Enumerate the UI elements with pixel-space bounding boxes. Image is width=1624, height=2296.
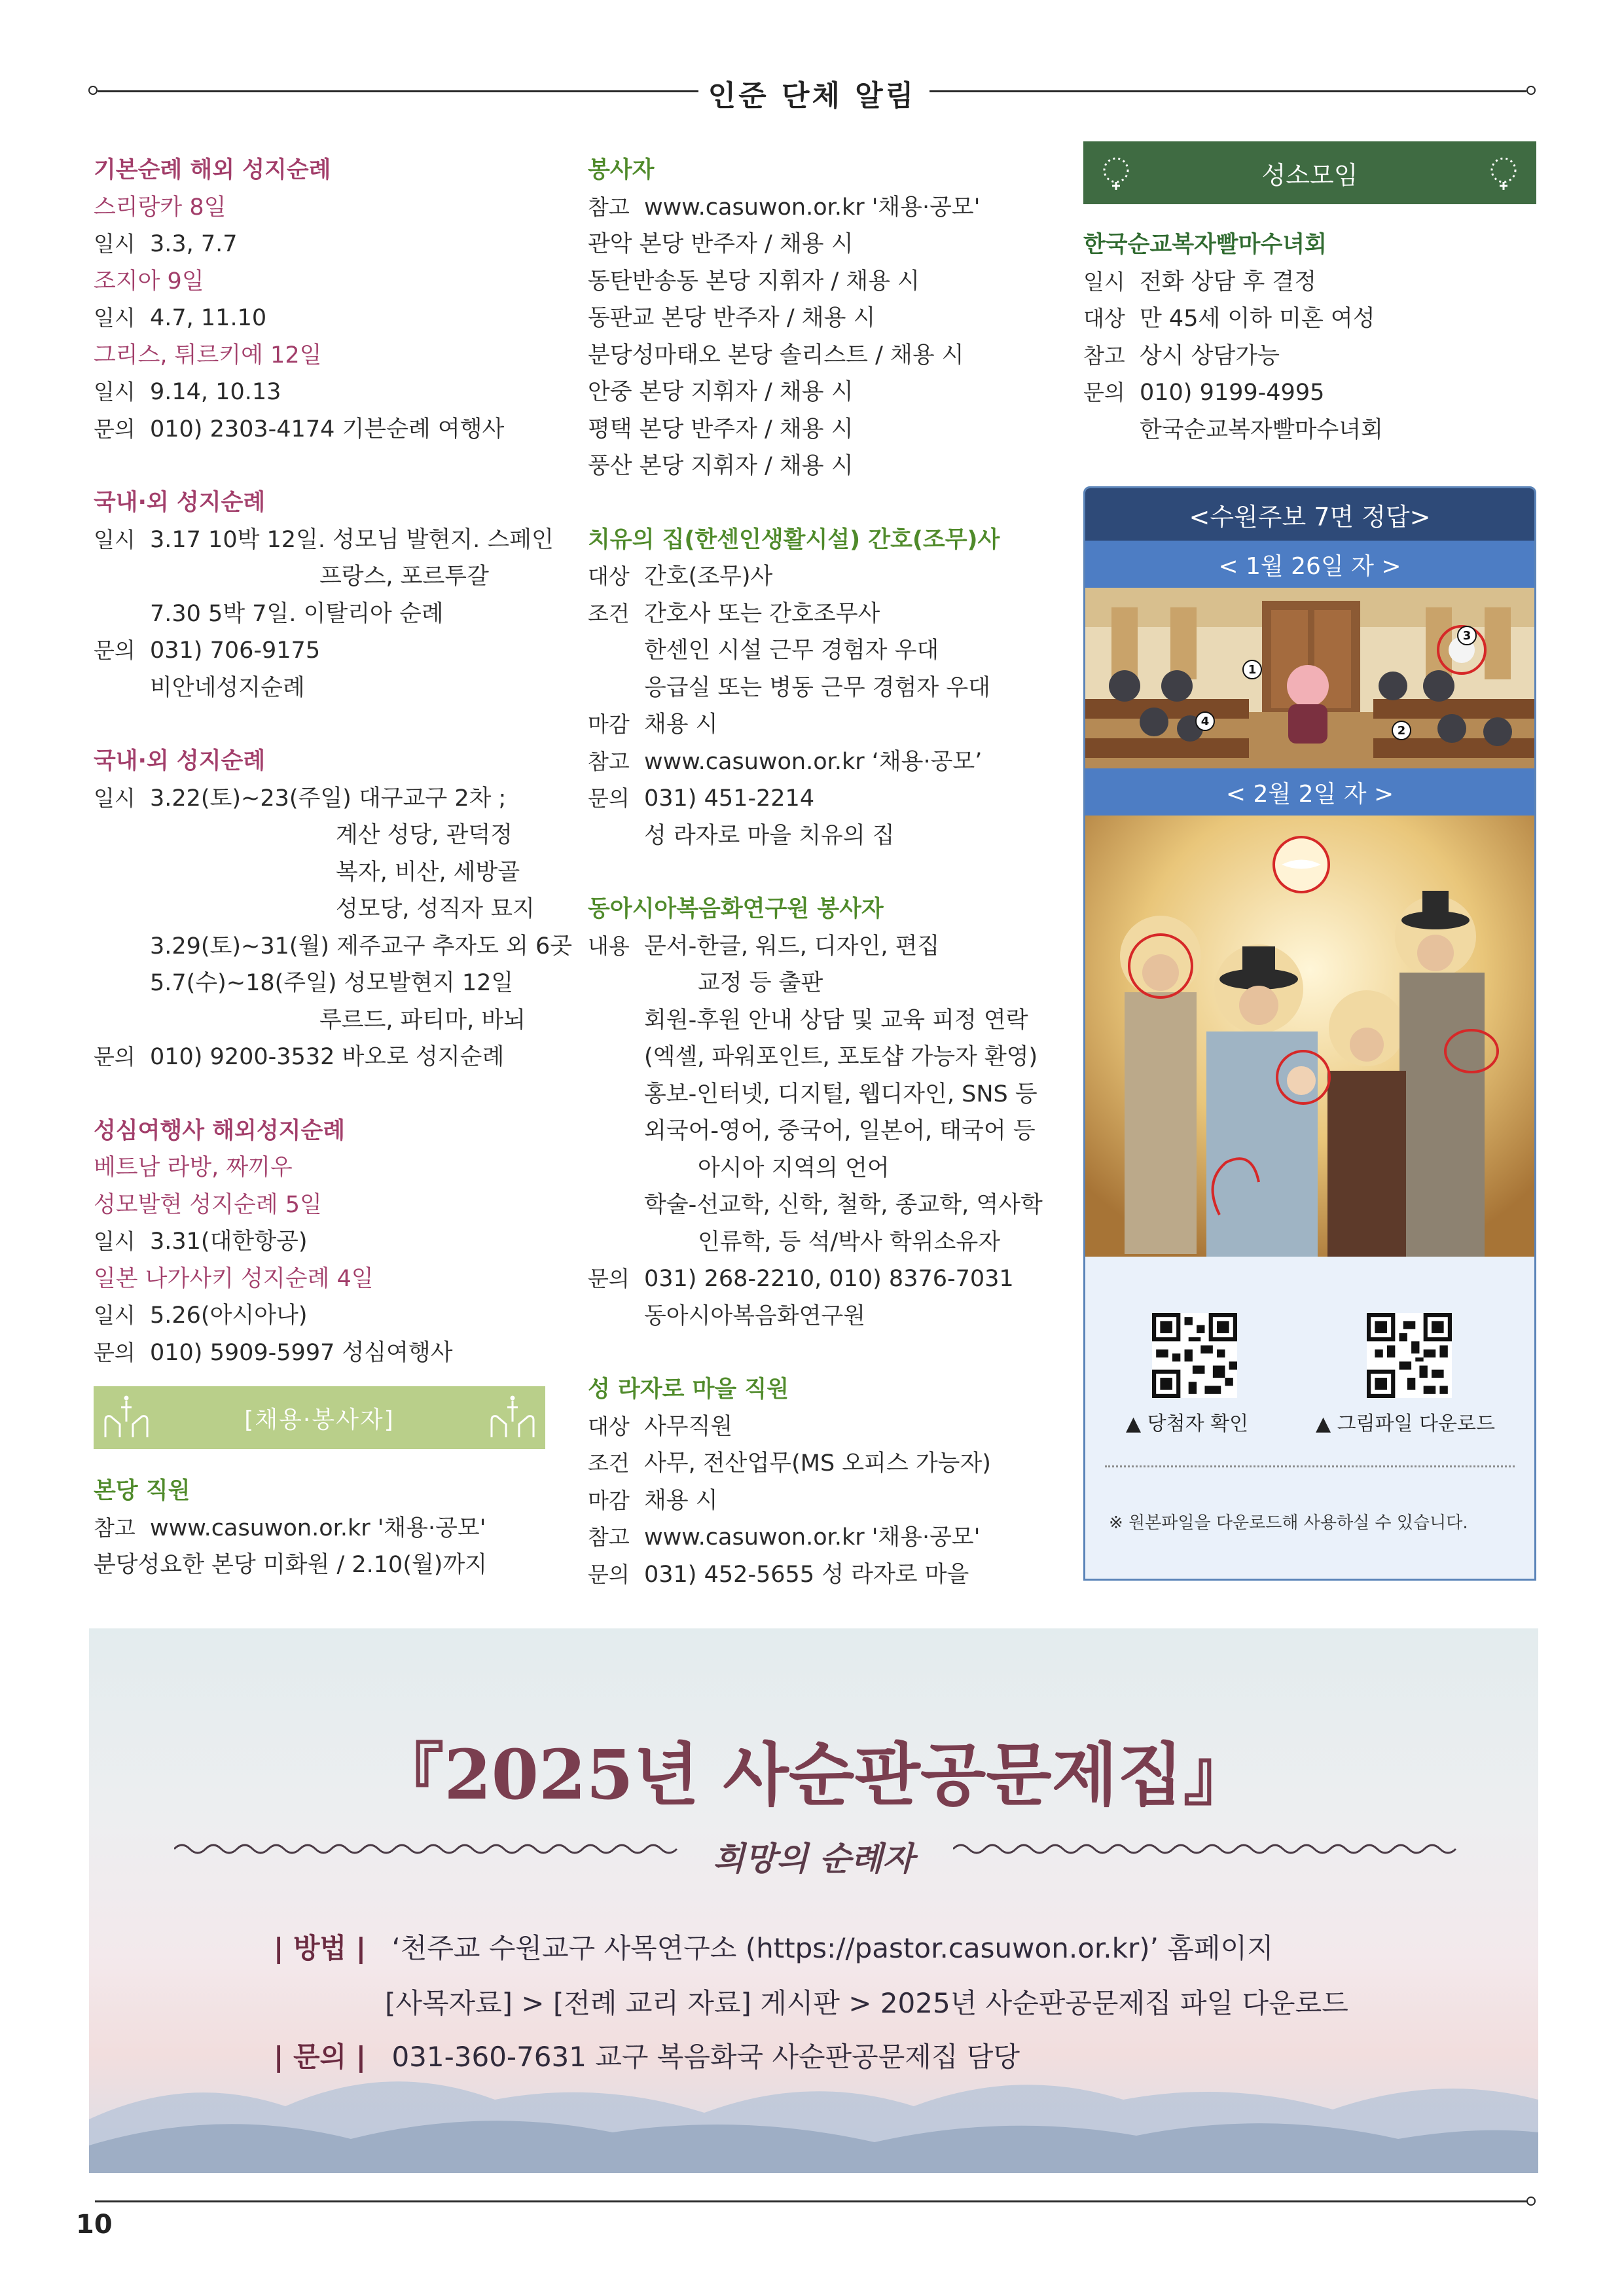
field-value: 사무, 전산업무(MS 오피스 가능자) (644, 1450, 991, 1477)
field-label: 대상 (588, 1413, 630, 1439)
field-label: 내용 (588, 933, 630, 959)
notice-title: 동아시아복음화연구원 봉사자 (588, 896, 884, 922)
footer-ornament-right (1526, 2197, 1536, 2206)
column-2 (588, 152, 1059, 1593)
field-value: 문서-한글, 워드, 디자인, 편집 (644, 933, 940, 960)
notice-title: 기본순례 해외 성지순례 (94, 157, 331, 183)
divider (1105, 1465, 1515, 1467)
field-value: 010) 9200-3532 바오로 성지순례 (150, 1044, 505, 1070)
field-label: 문의 (94, 416, 135, 442)
field-label: 마감 (588, 1487, 630, 1513)
contact-value: 031-360-7631 교구 복음화국 사순판공문제집 담당 (391, 2041, 1020, 2073)
field-value: 한국순교복자빨마수녀회 (1140, 416, 1383, 443)
field-value: 성 라자로 마을 치유의 집 (644, 822, 895, 849)
field-value: www.casuwon.or.kr '채용·공모' (644, 1524, 981, 1551)
list-item: 동탄반송동 본당 지휘자 / 채용 시 (588, 268, 920, 295)
notice-volunteers (588, 152, 1059, 485)
page-number: 10 (76, 2210, 113, 2240)
field-label: 문의 (94, 637, 135, 663)
field-label: 조건 (588, 1450, 630, 1476)
image-download-caption: ▲ 그림파일 다운로드 (1316, 1412, 1495, 1435)
field-value: 프랑스, 포르투갈 (319, 564, 489, 590)
field-value: 계산 성당, 관덕정 (336, 822, 513, 848)
holy-family-painting-image (1085, 816, 1534, 1257)
trip-name: 일본 나가사키 성지순례 4일 (94, 1265, 374, 1292)
field-value: 한센인 시설 근무 경험자 우대 (644, 637, 939, 664)
notice-pilgrimage-giveun (94, 152, 552, 448)
field-value: 전화 상담 후 결정 (1140, 268, 1317, 295)
answer-mark-3: 3 (1462, 629, 1471, 643)
winner-qr-code[interactable] (1152, 1313, 1237, 1398)
answer-panel-title: <수원주보 7면 정답> (1085, 488, 1534, 541)
field-value: 인류학, 등 석/박사 학위소유자 (698, 1229, 1001, 1255)
banner-label: [채용·봉사자] (244, 1406, 395, 1433)
answer-date-2: < 2월 2일 자 > (1085, 768, 1534, 816)
quiz-answer-panel (1083, 486, 1536, 1581)
field-value: 학술-선교학, 신학, 철학, 종교학, 역사학 (644, 1192, 1043, 1218)
notice-lazarus-village-staff (588, 1371, 1059, 1593)
field-value: 3.31(대한항공) (150, 1229, 308, 1255)
trip-name: 스리랑카 8일 (94, 194, 226, 221)
vocation-meeting-header (1083, 141, 1536, 204)
header-rule-right (929, 90, 1526, 92)
list-item: 동판교 본당 반주자 / 채용 시 (588, 305, 876, 331)
notice-title: 국내·외 성지순례 (94, 748, 266, 774)
notice-palma-sisters (1083, 226, 1538, 448)
answer-mark-2: 2 (1397, 724, 1406, 738)
field-value: 교정 등 출판 (698, 970, 823, 996)
list-item: 분당성마태오 본당 솔리스트 / 채용 시 (588, 342, 964, 368)
notice-pilgrimage-vianney (94, 484, 552, 706)
field-value: www.casuwon.or.kr '채용·공모' (644, 194, 981, 221)
praying-hands-icon (486, 1395, 539, 1440)
field-label: 문의 (588, 1266, 630, 1291)
column-1 (94, 152, 573, 1371)
notice-east-asia-volunteers (588, 891, 1059, 1335)
field-label: 문의 (94, 1044, 135, 1069)
trip-name: 성모발현 성지순례 5일 (94, 1191, 322, 1218)
praying-hands-icon (100, 1395, 153, 1440)
promo-subtitle: 희망의 순례자 (713, 1839, 914, 1878)
field-value: 031) 451-2214 (644, 785, 815, 812)
field-value: 031) 452-5655 성 라자로 마을 (644, 1561, 969, 1588)
download-note: ※ 원본파일을 다운로드해 사용하실 수 있습니다. (1109, 1513, 1468, 1533)
method-label: | 방법 | (274, 1932, 367, 1964)
church-cartoon-image (1085, 588, 1534, 768)
field-value: 회원-후원 안내 상담 및 교육 피정 연락 (644, 1007, 1028, 1033)
field-value: 간호사 또는 간호조무사 (644, 600, 880, 627)
field-label: 대상 (588, 564, 630, 589)
list-item: 평택 본당 반주자 / 채용 시 (588, 416, 854, 442)
field-value: 3.17 10박 12일. 성모님 발현지. 스페인 (150, 526, 554, 553)
field-value: 동아시아복음화연구원 (644, 1302, 866, 1329)
field-value: 성모당, 성직자 묘지 (336, 896, 535, 922)
field-label: 일시 (94, 379, 135, 404)
trip-name: 베트남 라방, 짜끼우 (94, 1155, 293, 1181)
field-value: 010) 2303-4174 기븐순례 여행사 (150, 416, 505, 442)
field-value: 응급실 또는 병동 근무 경험자 우대 (644, 674, 990, 701)
rosary-icon (1484, 154, 1523, 191)
field-value: 만 45세 이하 미혼 여성 (1140, 306, 1375, 332)
field-label: 일시 (1083, 268, 1125, 295)
notice-title: 치유의 집(한센인생활시설) 간호(조무)사 (588, 526, 1000, 553)
notice-parish-staff (94, 1473, 565, 1584)
image-download-qr-code[interactable] (1367, 1313, 1452, 1398)
list-item: 관악 본당 반주자 / 채용 시 (588, 231, 854, 257)
field-value: 채용 시 (644, 1487, 718, 1514)
notice-pilgrimage-seongsim (94, 1113, 552, 1372)
answer-date-1: < 1월 26일 자 > (1085, 541, 1534, 588)
field-value: 아시아 지역의 언어 (698, 1155, 890, 1181)
field-label: 일시 (94, 785, 135, 811)
promo-method-row (274, 1927, 1274, 1966)
promo-title: 『2025년 사순판공문제집』 (376, 1734, 1252, 1815)
field-value: 3.3, 7.7 (150, 231, 238, 257)
method-value: ‘천주교 수원교구 사목연구소 (https://pastor.casuwon.or.kr)’ 홈페이지 (391, 1932, 1274, 1964)
trip-name: 그리스, 튀르키예 12일 (94, 342, 322, 368)
header-ornament-right (1526, 86, 1536, 95)
field-label: 문의 (588, 1561, 630, 1587)
header-rule-left (98, 90, 698, 92)
contact-label: | 문의 | (274, 2041, 367, 2073)
field-value: 외국어-영어, 중국어, 일본어, 태국어 등 (644, 1118, 1036, 1144)
recruitment-banner (94, 1386, 545, 1449)
field-label: 문의 (588, 785, 630, 811)
rosary-icon (1096, 154, 1136, 191)
field-label: 일시 (94, 1302, 135, 1328)
field-label: 일시 (94, 526, 135, 552)
field-label: 조건 (588, 600, 630, 626)
answer-mark-1: 1 (1248, 663, 1257, 677)
answer-mark-4: 4 (1200, 715, 1210, 728)
lent-workbook-promo (89, 1628, 1538, 2173)
field-value: 분당성요한 본당 미화원 / 2.10(월)까지 (94, 1552, 488, 1578)
field-value: 4.7, 11.10 (150, 305, 267, 331)
notice-title: 한국순교복자빨마수녀회 (1083, 232, 1327, 258)
promo-method-row-2: [사목자료] > [전례 교리 자료] 게시판 > 2025년 사순판공문제집 파일 다운로드 (385, 1987, 1348, 2019)
field-label: 참고 (94, 1515, 135, 1541)
wave-ornament-right (953, 1839, 1464, 1859)
trip-name: 조지아 9일 (94, 268, 204, 295)
field-value: 5.7(수)~18(주일) 성모발현지 12일 (150, 970, 514, 996)
field-value: www.casuwon.or.kr ‘채용·공모’ (644, 748, 983, 775)
header-ornament-left (88, 86, 98, 95)
notice-title: 성 라자로 마을 직원 (588, 1376, 789, 1403)
field-value: 간호(조무)사 (644, 564, 773, 590)
section-title: 인준 단체 알림 (708, 79, 916, 113)
field-label: 대상 (1083, 306, 1125, 331)
field-value: 031) 268-2210, 010) 8376-7031 (644, 1266, 1014, 1292)
field-label: 마감 (588, 711, 630, 737)
field-value: 010) 9199-4995 (1140, 380, 1325, 406)
field-value: 010) 5909-5997 성심여행사 (150, 1339, 453, 1366)
field-value: 루르드, 파티마, 바뇌 (319, 1007, 526, 1033)
field-label: 문의 (1083, 380, 1125, 405)
field-label: 일시 (94, 305, 135, 331)
field-value: www.casuwon.or.kr '채용·공모' (150, 1515, 486, 1541)
field-label: 참고 (588, 1524, 630, 1550)
field-label: 참고 (588, 748, 630, 774)
vocation-meeting-title: 성소모임 (1261, 160, 1358, 190)
field-value: 상시 상담가능 (1140, 342, 1280, 369)
winner-check-caption: ▲ 당첨자 확인 (1126, 1412, 1249, 1435)
field-value: 채용 시 (644, 711, 718, 738)
promo-contact-row (274, 2036, 1020, 2075)
field-label: 참고 (588, 194, 630, 220)
list-item: 안중 본당 지휘자 / 채용 시 (588, 379, 854, 405)
field-label: 문의 (94, 1339, 135, 1365)
field-value: (엑셀, 파워포인트, 포토샵 가능자 환영) (644, 1044, 1038, 1070)
notice-healing-house-nurse (588, 522, 1059, 855)
field-value: 5.26(아시아나) (150, 1302, 308, 1329)
field-value: 3.22(토)~23(주일) 대구교구 2차 ; (150, 785, 507, 812)
notice-title: 본당 직원 (94, 1478, 190, 1504)
notice-title: 성심여행사 해외성지순례 (94, 1117, 346, 1144)
field-value: 3.29(토)~31(월) 제주교구 추자도 외 6곳 (150, 933, 573, 960)
field-label: 참고 (1083, 342, 1125, 368)
list-item: 풍산 본당 지휘자 / 채용 시 (588, 453, 854, 479)
field-value: 031) 706-9175 (150, 637, 321, 664)
field-label: 일시 (94, 231, 135, 257)
footer-rule (95, 2200, 1532, 2202)
field-value: 9.14, 10.13 (150, 379, 281, 405)
notice-title: 국내·외 성지순례 (94, 490, 266, 516)
field-value: 비안네성지순례 (150, 674, 305, 701)
field-value: 홍보-인터넷, 디지털, 웹디자인, SNS 등 (644, 1081, 1038, 1107)
field-value: 사무직원 (644, 1413, 733, 1440)
notice-title: 봉사자 (588, 157, 655, 183)
field-label: 일시 (94, 1229, 135, 1254)
notice-pilgrimage-paul (94, 743, 573, 1076)
field-value: 복자, 비산, 세방골 (336, 859, 520, 886)
field-value: 7.30 5박 7일. 이탈리아 순례 (150, 600, 444, 627)
